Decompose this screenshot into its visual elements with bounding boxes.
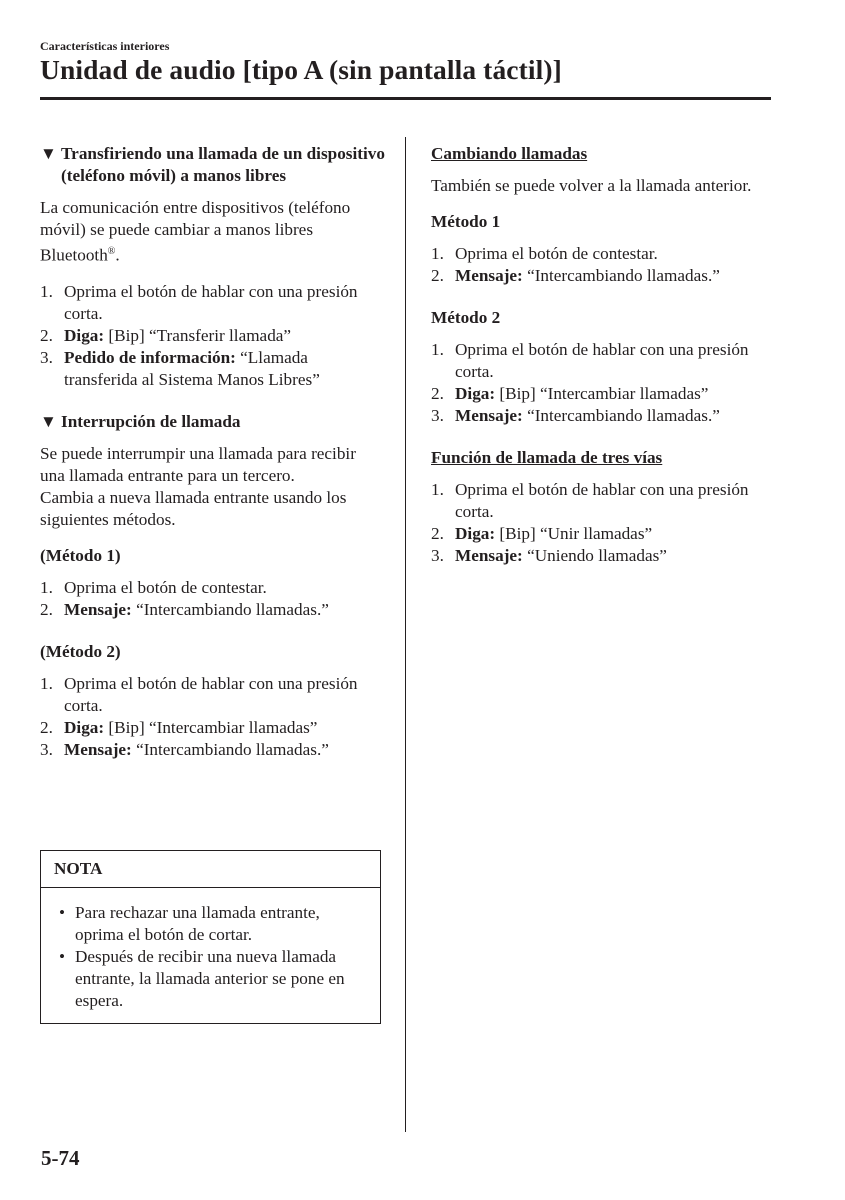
step-text: “Intercambiando llamadas.” [131,599,329,619]
step-number: 2. [40,717,53,737]
step-item [431,523,776,545]
interrupt-body-2: Cambia a nueva llamada entrante usando los siguientes métodos. [40,487,347,529]
section-label: Características interiores [40,39,170,53]
left-column [40,143,385,761]
step-number: 2. [40,325,53,345]
transfer-steps [40,281,385,391]
step-item [431,545,776,567]
step-label: Mensaje: [455,266,523,285]
switching-method-2-steps [431,339,776,427]
step-number: 3. [40,739,53,759]
transfer-body: La comunicación entre dispositivos (teléfono móvil) se puede cambiar a manos libres Bluetooth®. [40,198,351,265]
note-list [41,888,380,1012]
step-number: 2. [40,599,53,619]
step-text: “Uniendo llamadas” [522,546,667,565]
title-rule [40,97,771,100]
step-number: 1. [40,673,53,693]
step-text: “Llamada transferida al Sistema Manos Libres” [64,347,320,389]
step-label: Mensaje: [455,546,523,565]
triangle-down-icon: ▼ [40,144,57,163]
interrupt-heading-text: Interrupción de llamada [61,411,241,431]
step-text: Oprima el botón de contestar. [455,244,658,263]
page-title: Unidad de audio [tipo A (sin pantalla táctil)] [40,54,562,85]
interrupt-body-1: Se puede interrumpir una llamada para recibir una llamada entrante para un tercero. [40,443,356,485]
step-number: 3. [431,406,444,425]
step-item [40,281,385,325]
step-item [40,325,385,347]
step-label: Diga: [455,524,496,543]
step-item [40,739,385,761]
switching-method-2-title: Método 2 [431,308,501,327]
step-text: [Bip] “Intercambiar llamadas” [495,384,709,403]
step-item [40,577,385,599]
switching-method-1-title: Método 1 [431,212,501,231]
step-number: 1. [40,281,53,301]
page-number: 5-74 [41,1146,80,1170]
step-item [431,479,776,523]
step-text: [Bip] “Intercambiar llamadas” [104,717,318,737]
note-box [40,850,381,1024]
step-text: [Bip] “Unir llamadas” [495,524,653,543]
column-divider [405,137,406,1132]
step-label: Pedido de información: [64,347,236,367]
step-text: “Intercambiando llamadas.” [522,406,720,425]
step-item [40,599,385,621]
step-item [40,347,385,391]
step-text: Oprima el botón de hablar con una presión corta. [455,340,749,381]
step-text: “Intercambiando llamadas.” [522,266,720,285]
step-item [431,265,776,287]
switching-method-1-steps [431,243,776,287]
step-text: “Intercambiando llamadas.” [131,739,329,759]
step-number: 2. [431,384,444,403]
step-item [431,383,776,405]
step-number: 1. [431,480,444,499]
step-text: Oprima el botón de hablar con una presión corta. [64,281,358,323]
transfer-heading [40,143,385,187]
step-number: 1. [431,340,444,359]
step-item [431,243,776,265]
step-text: Oprima el botón de contestar. [64,577,267,597]
step-label: Diga: [455,384,496,403]
step-text: Oprima el botón de hablar con una presión corta. [64,673,358,715]
switching-body: También se puede volver a la llamada anterior. [431,176,752,195]
method-2-title: (Método 2) [40,641,121,661]
step-item [431,405,776,427]
step-label: Mensaje: [64,599,132,619]
right-column [431,143,776,567]
registered-mark: ® [107,246,116,257]
method-1-title: (Método 1) [40,545,121,565]
step-number: 2. [431,266,444,285]
three-way-steps [431,479,776,567]
step-label: Mensaje: [64,739,132,759]
step-label: Mensaje: [455,406,523,425]
step-number: 3. [431,546,444,565]
transfer-heading-text: Transfiriendo una llamada de un dispositivo (teléfono móvil) a manos libres [61,144,385,185]
step-item [40,673,385,717]
bullet-icon: • [59,947,66,966]
step-number: 1. [40,577,53,597]
note-title: NOTA [41,851,380,888]
method-2-steps [40,673,385,761]
step-label: Diga: [64,717,105,737]
note-item: • Después de recibir una nueva llamada entrante, la llamada anterior se pone en espera. [59,947,345,1010]
method-1-steps [40,577,385,621]
step-number: 3. [40,347,53,367]
three-way-heading: Función de llamada de tres vías [431,448,663,467]
step-label: Diga: [64,325,105,345]
bullet-icon: • [59,903,66,922]
switching-heading: Cambiando llamadas [431,144,588,163]
step-number: 2. [431,524,444,543]
step-number: 1. [431,244,444,263]
interrupt-heading [40,411,385,433]
step-text: Oprima el botón de hablar con una presión corta. [455,480,749,521]
step-item [431,339,776,383]
step-text: [Bip] “Transferir llamada” [104,325,292,345]
step-item [40,717,385,739]
note-item: • Para rechazar una llamada entrante, oprima el botón de cortar. [59,903,320,944]
triangle-down-icon: ▼ [40,411,57,431]
